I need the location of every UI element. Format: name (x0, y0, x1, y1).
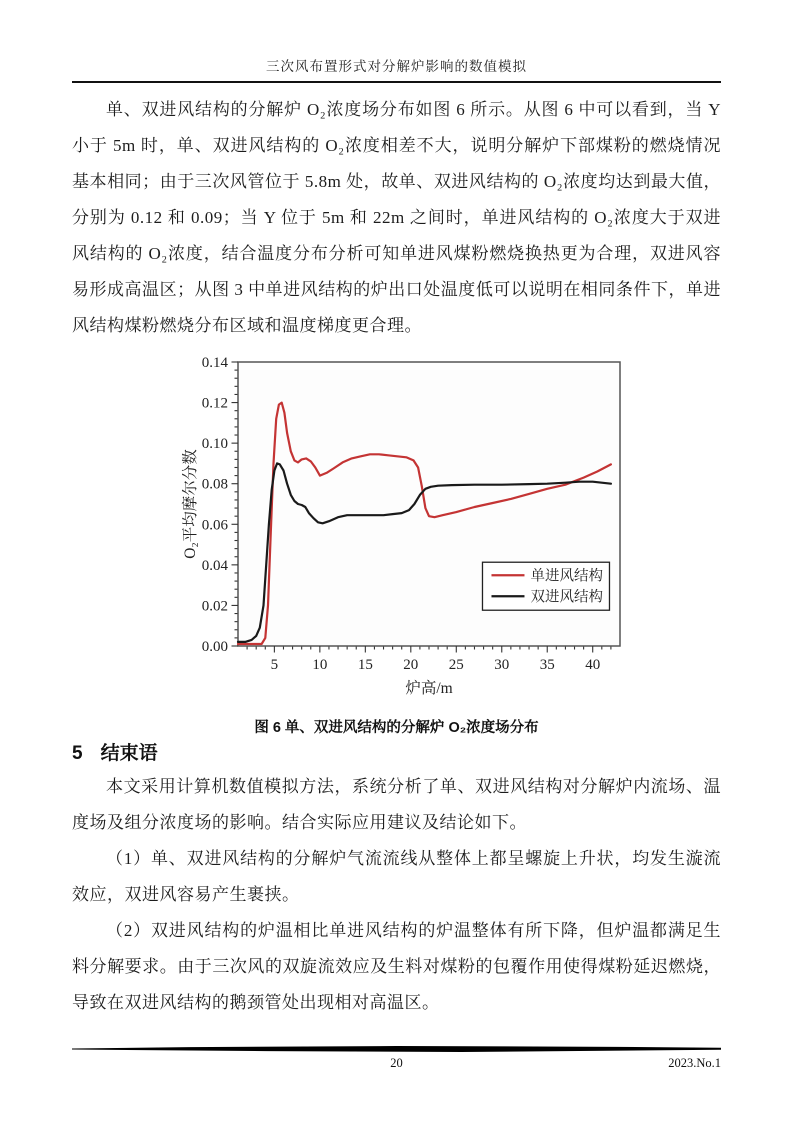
svg-text:30: 30 (494, 657, 510, 673)
footer (72, 1056, 721, 1074)
page-number: 20 (390, 1056, 403, 1070)
svg-text:双进风结构: 双进风结构 (530, 589, 603, 606)
svg-text:0.14: 0.14 (201, 355, 228, 371)
svg-text:0.04: 0.04 (201, 557, 228, 574)
svg-text:5: 5 (270, 657, 279, 673)
section-number: 5 (72, 743, 83, 764)
figure-caption: 图 6 单、双进风结构的分解炉 O₂浓度场分布 (254, 720, 539, 736)
paragraph-conclusion-2: （2）双进风结构的炉温相比单进风结构的炉温整体有所下降，但炉温都满足生料分解要求。由于三次风的双旋流效应及生料对煤粉的包覆作用使得煤粉延迟燃烧，导致在双进风结构的鹅颈管处出现相对高温区。 (72, 921, 721, 1012)
svg-text:0.08: 0.08 (201, 476, 228, 493)
running-head: 三次风布置形式对分解炉影响的数值模拟 (266, 59, 527, 74)
legend (482, 562, 609, 610)
section-title: 结束语 (100, 743, 158, 764)
x-axis-label: 炉高/m (405, 680, 453, 697)
section-heading-conclusion (72, 738, 158, 765)
svg-text:10: 10 (312, 657, 328, 673)
svg-text:35: 35 (539, 657, 555, 673)
issue-label: 2023.No.1 (668, 1056, 721, 1070)
svg-text:40: 40 (585, 657, 601, 673)
svg-text:0.02: 0.02 (201, 598, 228, 615)
svg-text:15: 15 (357, 657, 373, 673)
o2-concentration-line-chart (180, 348, 636, 712)
svg-text:0.06: 0.06 (201, 517, 228, 534)
paragraph-o2-discussion: 单、双进风结构的分解炉 O₂浓度场分布如图 6 所示。从图 6 中可以看到，当 Y 小于 5m 时，单、双进风结构的 O₂浓度相差不大，说明分解炉下部煤粉的燃烧情况基本相同；由于三次风管位于 5.8m 处，故单、双进风结构的 O₂浓度均达到最大值，分别为 0.12 和 0.09；当 Y 位于 5m 和 22m 之间时，单进风结构的 O₂浓度大于双进风结构的 O₂浓度，结合温度分布分析可知单进风煤粉燃烧换热更为合理，双进风容易形成高温区；从图 3 中单进风结构的炉出口处温度低可以说明在相同条件下，单进风结构煤粉燃烧分布区域和温度梯度更合理。 (72, 100, 721, 335)
svg-text:单进风结构: 单进风结构 (530, 568, 603, 585)
header-rule (72, 81, 721, 83)
y-axis-label: O₂平均摩尔分数 (182, 449, 199, 559)
paragraph-conclusion-intro: 本文采用计算机数值模拟方法，系统分析了单、双进风结构对分解炉内流场、温度场及组分浓度场的影响。结合实际应用建议及结论如下。 (72, 777, 721, 832)
svg-text:0.00: 0.00 (201, 639, 228, 655)
svg-text:20: 20 (403, 657, 419, 673)
svg-text:25: 25 (448, 657, 464, 673)
svg-text:0.12: 0.12 (201, 395, 228, 412)
paragraph-conclusion-1: （1）单、双进风结构的分解炉气流流线从整体上都呈螺旋上升状，均发生漩流效应，双进风容易产生裹挟。 (72, 849, 721, 904)
svg-text:0.10: 0.10 (201, 436, 228, 453)
footer-rule (72, 1046, 721, 1052)
